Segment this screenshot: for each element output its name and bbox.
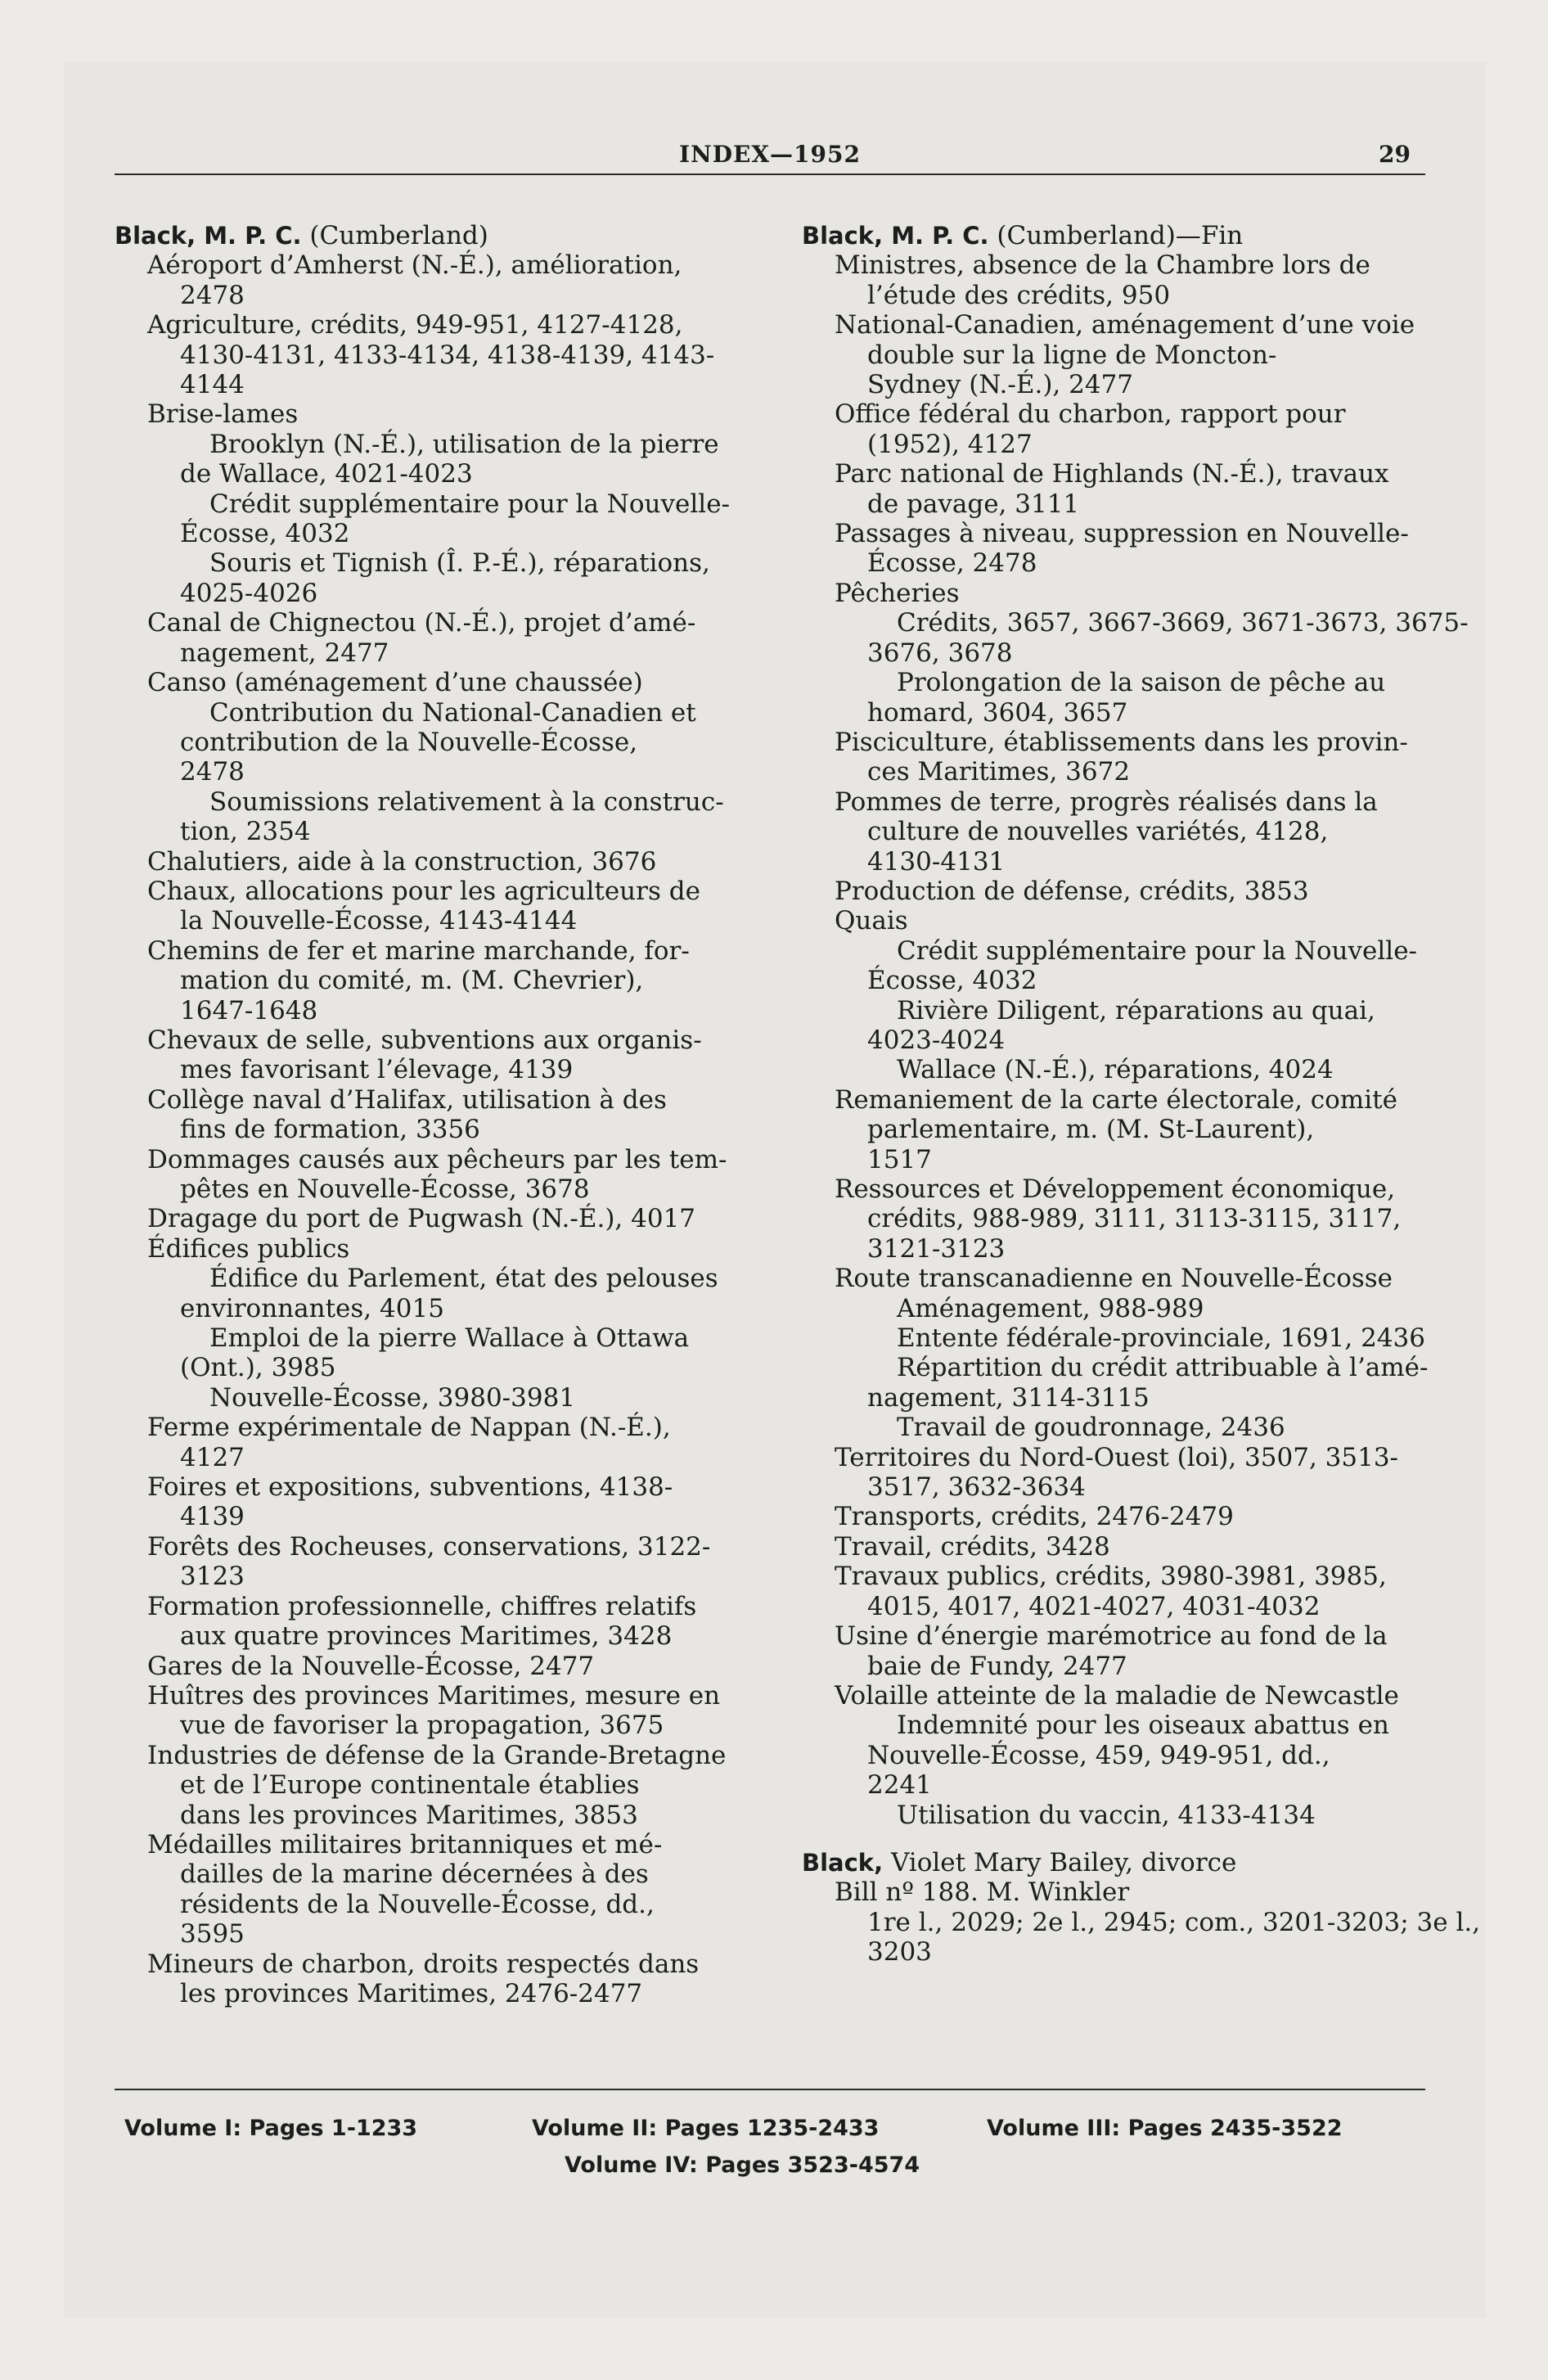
index-entry-line: mes favorisant l’élevage, 4139 — [180, 1055, 574, 1085]
index-entry-line: Travail, crédits, 3428 — [835, 1531, 1110, 1562]
index-entry-line: Brise-lames — [147, 399, 299, 430]
index-entry-line: les provinces Maritimes, 2476-2477 — [180, 1978, 643, 2008]
index-entry-line: Agriculture, crédits, 949-951, 4127-4128, — [147, 310, 683, 340]
index-entry-line: 4023-4024 — [867, 1025, 1006, 1055]
index-entry-line: Passages à niveau, suppression en Nouvelle- — [835, 519, 1409, 549]
index-entry-line: Dragage du port de Pugwash (N.-É.), 4017 — [147, 1204, 696, 1234]
index-entry-line: 2478 — [180, 757, 245, 787]
volume-3-range: Volume III: Pages 2435-3522 — [987, 2116, 1343, 2141]
volume-1-range: Volume I: Pages 1-1233 — [124, 2116, 418, 2141]
index-entry-line: Chalutiers, aide à la construction, 3676 — [147, 846, 657, 877]
index-heading: Black, M. P. C. (Cumberland) — [115, 221, 488, 250]
index-entry-line: de Wallace, 4021-4023 — [180, 459, 473, 489]
index-entry-line: et de l’Europe continentale établies — [180, 1770, 640, 1801]
index-entry-line: (1952), 4127 — [867, 429, 1033, 459]
index-entry-line: Sydney (N.-É.), 2477 — [867, 370, 1134, 400]
index-entry-line: Nouvelle-Écosse, 459, 949-951, dd., — [867, 1740, 1330, 1770]
index-entry-line: l’étude des crédits, 950 — [867, 280, 1171, 310]
index-heading: Black, M. P. C. (Cumberland)—Fin — [802, 221, 1244, 250]
index-entry-line: 3123 — [180, 1562, 245, 1592]
index-entry-line: dans les provinces Maritimes, 3853 — [180, 1800, 638, 1830]
index-entry-line: Volaille atteinte de la maladie de Newcastle — [835, 1680, 1399, 1711]
index-entry-line: homard, 3604, 3657 — [867, 697, 1128, 728]
index-entry-line: 4144 — [180, 370, 245, 400]
index-entry-line: Rivière Diligent, réparations au quai, — [897, 995, 1375, 1025]
index-entry-line: Contribution du National-Canadien et — [209, 697, 696, 728]
index-entry-line: mation du comité, m. (M. Chevrier), — [180, 966, 644, 996]
index-entry-line: Remaniement de la carte électorale, comité — [835, 1084, 1397, 1115]
index-heading: Black, Violet Mary Bailey, divorce — [802, 1847, 1237, 1877]
index-entry-line: 1647-1648 — [180, 995, 318, 1025]
index-entry-line: Édifices publics — [147, 1233, 350, 1264]
index-entry-line: Prolongation de la saison de pêche au — [897, 668, 1386, 698]
index-entry-line: Parc national de Highlands (N.-É.), travaux — [835, 459, 1389, 489]
index-entry-line: Territoires du Nord-Ouest (loi), 3507, 3513- — [835, 1442, 1399, 1472]
index-entry-line: résidents de la Nouvelle-Écosse, dd., — [180, 1889, 655, 1919]
index-entry-line: Collège naval d’Halifax, utilisation à des — [147, 1084, 667, 1115]
volume-2-range: Volume II: Pages 1235-2433 — [532, 2116, 880, 2141]
page-number: 29 — [1379, 141, 1411, 168]
index-entry-line: Office fédéral du charbon, rapport pour — [835, 399, 1346, 430]
index-entry-line: Gares de la Nouvelle-Écosse, 2477 — [147, 1651, 595, 1681]
index-entry-line: aux quatre provinces Maritimes, 3428 — [180, 1621, 673, 1652]
index-entry-line: Usine d’énergie marémotrice au fond de la — [835, 1621, 1388, 1652]
index-entry-line: National-Canadien, aménagement d’une voie — [835, 310, 1415, 340]
index-entry-line: vue de favoriser la propagation, 3675 — [180, 1711, 664, 1741]
index-entry-line: Pommes de terre, progrès réalisés dans la — [835, 787, 1378, 817]
index-entry-line: 2478 — [180, 280, 245, 310]
index-entry-line: de pavage, 3111 — [867, 489, 1080, 519]
volume-4-range: Volume IV: Pages 3523-4574 — [565, 2152, 920, 2178]
index-entry-line: 4025-4026 — [180, 578, 318, 608]
index-entry-line: environnantes, 4015 — [180, 1293, 444, 1323]
index-entry-line: nagement, 2477 — [180, 638, 389, 668]
index-entry-line: Emploi de la pierre Wallace à Ottawa — [209, 1323, 690, 1354]
index-entry-line: pêtes en Nouvelle-Écosse, 3678 — [180, 1174, 590, 1204]
index-entry-line: Route transcanadienne en Nouvelle-Écosse — [835, 1264, 1393, 1294]
index-entry-line: Aéroport d’Amherst (N.-É.), amélioration, — [147, 250, 682, 281]
page-header — [115, 141, 1425, 175]
index-entry-line: 2241 — [867, 1770, 932, 1801]
index-entry-line: Travaux publics, crédits, 3980-3981, 3985, — [835, 1562, 1387, 1592]
index-entry-line: Production de défense, crédits, 3853 — [835, 876, 1309, 906]
footer-divider — [115, 2089, 1425, 2090]
index-entry-line: 3203 — [867, 1937, 932, 1968]
index-entry-line: culture de nouvelles variétés, 4128, — [867, 817, 1329, 847]
index-entry-line: Transports, crédits, 2476-2479 — [835, 1502, 1234, 1532]
index-entry-line: parlementaire, m. (M. St-Laurent), — [867, 1115, 1315, 1145]
index-entry-line: Entente fédérale-provinciale, 1691, 2436 — [897, 1323, 1426, 1354]
index-entry-line: 1517 — [867, 1144, 932, 1174]
index-entry-line: Crédit supplémentaire pour la Nouvelle- — [897, 935, 1418, 966]
index-entry-line: Écosse, 4032 — [180, 519, 350, 549]
index-entry-line: ces Maritimes, 3672 — [867, 757, 1131, 787]
index-entry-line: contribution de la Nouvelle-Écosse, — [180, 727, 638, 757]
index-entry-line: Canal de Chignectou (N.-É.), projet d’amé- — [147, 608, 696, 638]
index-entry-line: crédits, 988-989, 3111, 3113-3115, 3117, — [867, 1204, 1402, 1234]
index-entry-line: Indemnité pour les oiseaux abattus en — [897, 1711, 1389, 1741]
left-column — [115, 221, 745, 2008]
index-entry-line: Quais — [835, 906, 908, 936]
index-entry-line: Huîtres des provinces Maritimes, mesure en — [147, 1680, 721, 1711]
index-entry-line: fins de formation, 3356 — [180, 1115, 480, 1145]
index-entry-line: Écosse, 2478 — [867, 548, 1037, 579]
index-entry-line: 3595 — [180, 1919, 245, 1950]
index-entry-line: Ferme expérimentale de Nappan (N.-É.), — [147, 1413, 671, 1443]
index-title: INDEX—1952 — [679, 141, 861, 168]
index-entry-line: Foires et expositions, subventions, 4138- — [147, 1472, 673, 1503]
index-entry-line: Écosse, 4032 — [867, 966, 1037, 996]
index-entry-line: Forêts des Rocheuses, conservations, 3122- — [147, 1531, 711, 1562]
index-entry-line: la Nouvelle-Écosse, 4143-4144 — [180, 906, 578, 936]
index-entry-line: baie de Fundy, 2477 — [867, 1651, 1127, 1681]
index-entry-line: Brooklyn (N.-É.), utilisation de la pierre — [209, 429, 719, 459]
index-entry-line: Travail de goudronnage, 2436 — [897, 1413, 1285, 1443]
index-entry-line: Crédit supplémentaire pour la Nouvelle- — [209, 489, 731, 519]
index-entry-line: Pisciculture, établissements dans les provin- — [835, 727, 1408, 757]
index-entry-line: Souris et Tignish (Î. P.-É.), réparations, — [209, 548, 710, 579]
index-entry-line: Aménagement, 988-989 — [897, 1293, 1204, 1323]
index-entry-line: 4139 — [180, 1502, 245, 1532]
index-entry-line: tion, 2354 — [180, 817, 311, 847]
index-entry-line: Wallace (N.-É.), réparations, 4024 — [897, 1055, 1334, 1085]
index-entry-line: Ministres, absence de la Chambre lors de — [835, 250, 1370, 281]
index-entry-line: (Ont.), 3985 — [180, 1353, 336, 1383]
index-entry-line: Nouvelle-Écosse, 3980-3981 — [209, 1382, 576, 1413]
index-entry-line: Dommages causés aux pêcheurs par les tem- — [147, 1144, 727, 1174]
right-column — [802, 221, 1481, 1968]
entry-gap — [802, 1830, 1432, 1848]
index-entry-line: Canso (aménagement d’une chaussée) — [147, 668, 643, 698]
index-entry-line: 4015, 4017, 4021-4027, 4031-4032 — [867, 1591, 1321, 1621]
index-entry-line: 4130-4131, 4133-4134, 4138-4139, 4143- — [180, 340, 715, 370]
index-entry-line: 4130-4131 — [867, 846, 1006, 877]
index-entry-line: Chevaux de selle, subventions aux organis- — [147, 1025, 702, 1055]
index-entry-line: Industries de défense de la Grande-Bretagne — [147, 1740, 727, 1770]
index-entry-line: Formation professionnelle, chiffres relatifs — [147, 1591, 697, 1621]
index-entry-line: Crédits, 3657, 3667-3669, 3671-3673, 3675- — [897, 608, 1469, 638]
index-entry-line: Pêcheries — [835, 578, 960, 608]
index-entry-line: Mineurs de charbon, droits respectés dans — [147, 1949, 700, 1979]
index-entry-line: dailles de la marine décernées à des — [180, 1859, 649, 1890]
index-entry-line: nagement, 3114-3115 — [867, 1382, 1150, 1413]
index-entry-line: 3676, 3678 — [867, 638, 1013, 668]
index-entry-line: 3517, 3632-3634 — [867, 1472, 1086, 1503]
index-entry-line: Bill nº 188. M. Winkler — [835, 1877, 1130, 1908]
index-entry-line: Chemins de fer et marine marchande, for- — [147, 935, 690, 966]
index-entry-line: Chaux, allocations pour les agriculteurs de — [147, 876, 700, 906]
index-entry-line: Répartition du crédit attribuable à l’amé- — [897, 1353, 1429, 1383]
index-entry-line: Ressources et Développement économique, — [835, 1174, 1396, 1204]
index-entry-line: Médailles militaires britanniques et mé- — [147, 1829, 663, 1859]
index-entry-line: 4127 — [180, 1442, 245, 1472]
index-entry-line: double sur la ligne de Moncton- — [867, 340, 1277, 370]
index-entry-line: Édifice du Parlement, état des pelouses — [209, 1264, 718, 1294]
index-entry-line: Utilisation du vaccin, 4133-4134 — [897, 1800, 1316, 1830]
index-entry-line: 1re l., 2029; 2e l., 2945; com., 3201-3203; 3e l., — [867, 1907, 1481, 1937]
index-entry-line: Soumissions relativement à la construc- — [209, 787, 724, 817]
index-entry-line: 3121-3123 — [867, 1233, 1006, 1264]
